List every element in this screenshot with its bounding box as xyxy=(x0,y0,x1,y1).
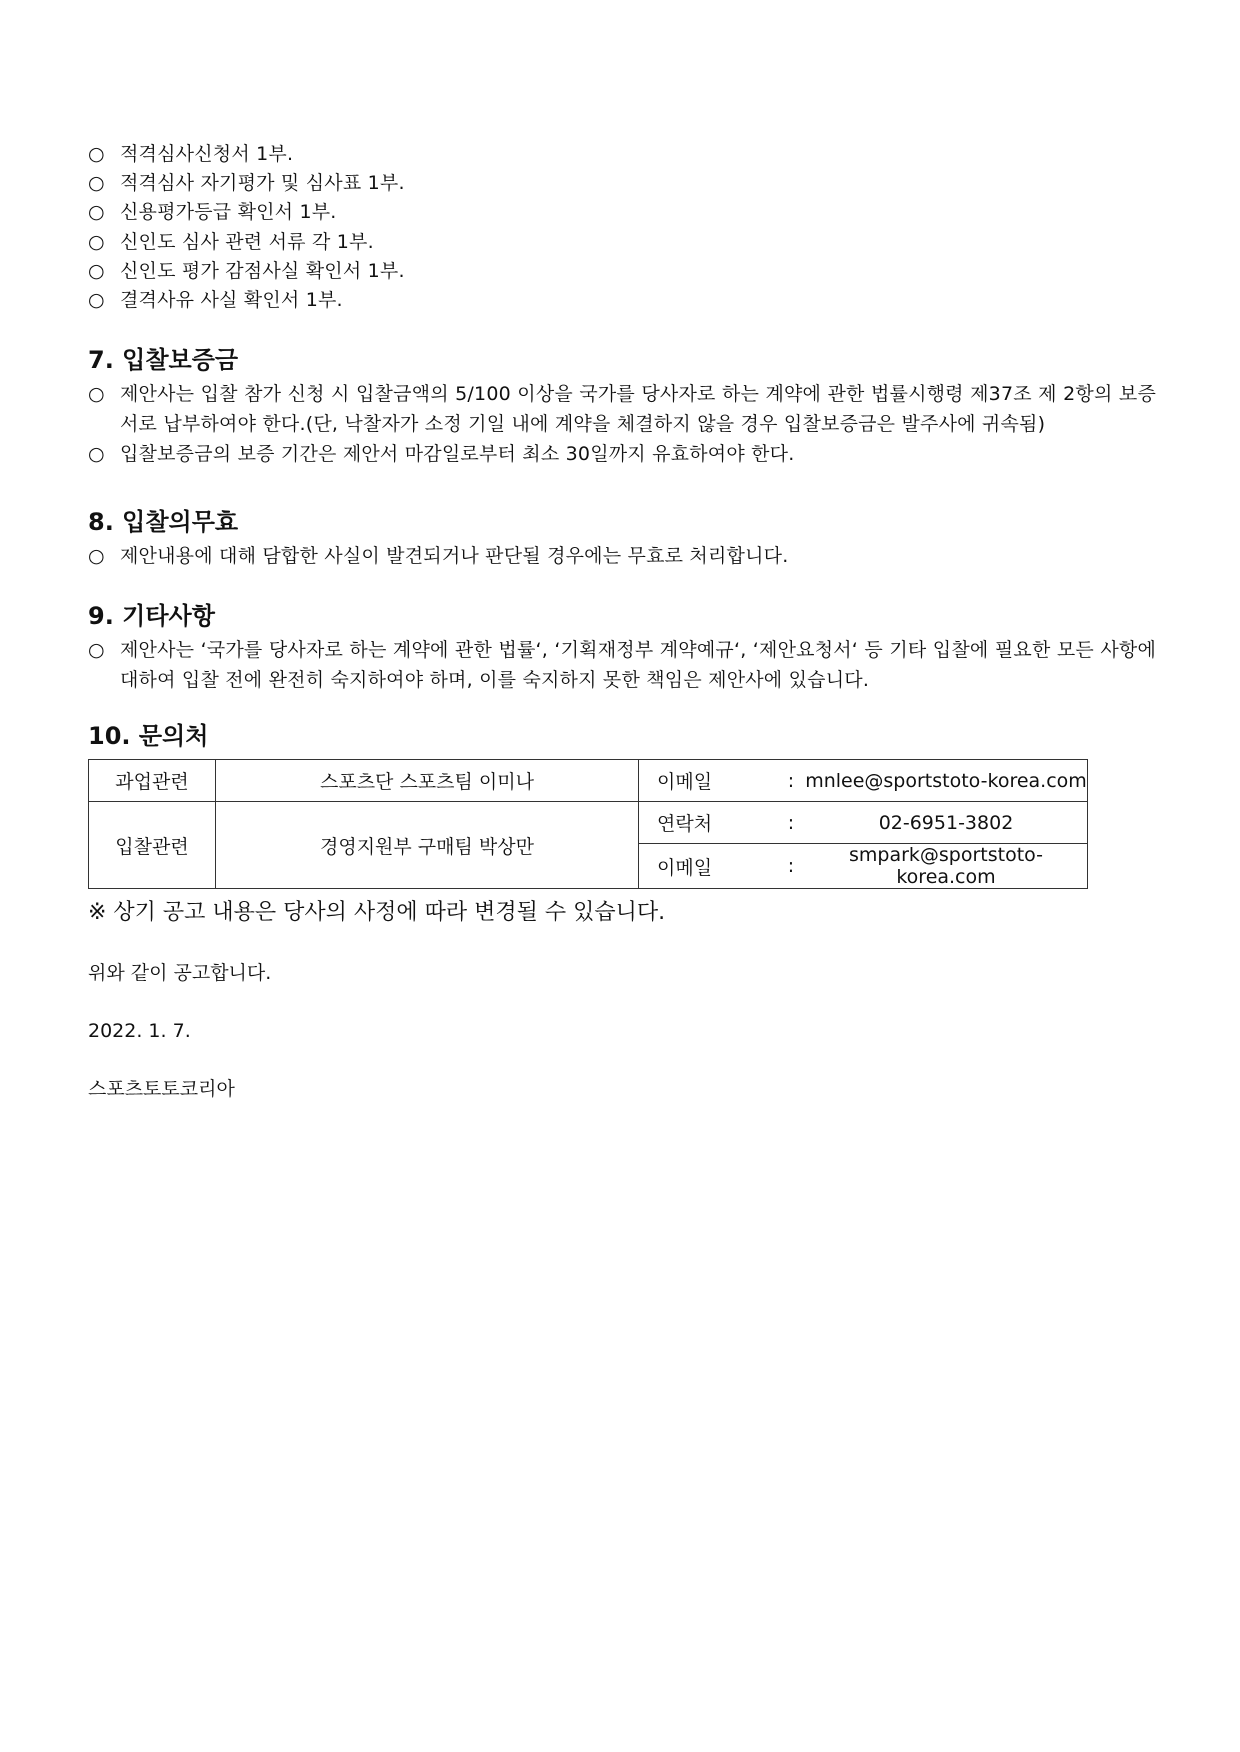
closing-statement: 위와 같이 공고합니다. xyxy=(88,962,272,985)
circle-bullet-icon: ○ xyxy=(88,639,105,662)
table-cell-contact-type: 이메일 xyxy=(639,844,778,889)
list-item: ○ 적격심사 자기평가 및 심사표 1부. xyxy=(88,169,1156,198)
table-cell-person: 경영지원부 구매팀 박상만 xyxy=(216,802,639,889)
organization-name: 스포츠토토코리아 xyxy=(88,1078,235,1101)
inquiry-table xyxy=(88,759,1088,889)
change-notice: ※ 상기 공고 내용은 당사의 사정에 따라 변경될 수 있습니다. xyxy=(88,900,666,926)
table-cell-colon: : xyxy=(777,760,805,802)
table-cell-contact-type: 연락처 xyxy=(639,802,778,844)
section-bid-invalidity xyxy=(88,505,1156,571)
table-cell-category: 과업관련 xyxy=(89,760,216,802)
section-title: 8. 입찰의무효 xyxy=(88,508,239,537)
circle-bullet-icon: ○ xyxy=(88,230,105,253)
email-link[interactable]: smpark@sportstoto-korea.com xyxy=(805,844,1088,889)
section-title: 10. 문의처 xyxy=(88,722,209,751)
list-item: ○ 제안사는 입찰 참가 신청 시 입찰금액의 5/100 이상을 국가를 당사자로 하는 계약에 관한 법률시행령 제37조 제 2항의 보증서로 납부하여야 한다.(단, 낙찰자가 소정 기일 내에 계약을 체결하지 않을 경우 입찰보증금은 발주사에 귀속됨) xyxy=(88,379,1156,439)
list-item: ○ 제안사는 ‘국가를 당사자로 하는 계약에 관한 법률‘, ‘기획재정부 계약예규‘, ‘제안요청서‘ 등 기타 입찰에 필요한 모든 사항에 대하여 입찰 전에 완전히 숙지하여야 하며, 이를 숙지하지 못한 책임은 제안사에 있습니다. xyxy=(88,635,1156,695)
table-cell-category: 입찰관련 xyxy=(89,802,216,889)
list-item: ○ 입찰보증금의 보증 기간은 제안서 마감일로부터 최소 30일까지 유효하여야 한다. xyxy=(88,439,1156,469)
required-documents-list xyxy=(88,140,1156,315)
circle-bullet-icon: ○ xyxy=(88,143,105,165)
table-row xyxy=(89,802,1088,844)
table-cell-colon: : xyxy=(777,802,805,844)
table-cell-contact-type: 이메일 xyxy=(639,760,778,802)
phone-number: 02-6951-3802 xyxy=(805,802,1088,844)
list-item: ○ 제안내용에 대해 담합한 사실이 발견되거나 판단될 경우에는 무효로 처리합니다. xyxy=(88,541,1156,571)
email-link[interactable]: mnlee@sportstoto-korea.com xyxy=(805,760,1088,802)
circle-bullet-icon: ○ xyxy=(88,259,105,282)
table-cell-person: 스포츠단 스포츠팀 이미나 xyxy=(216,760,639,802)
circle-bullet-icon: ○ xyxy=(88,443,105,466)
table-cell-colon: : xyxy=(777,844,805,889)
circle-bullet-icon: ○ xyxy=(88,289,105,312)
section-bid-bond xyxy=(88,343,1156,469)
section-other-matters xyxy=(88,599,1156,695)
section-title: 7. 입찰보증금 xyxy=(88,346,239,375)
document-page xyxy=(88,140,1156,1103)
list-item: ○ 신인도 평가 감점사실 확인서 1부. xyxy=(88,257,1156,286)
section-inquiries xyxy=(88,719,1156,889)
circle-bullet-icon: ○ xyxy=(88,383,105,406)
circle-bullet-icon: ○ xyxy=(88,172,105,195)
list-item: ○ 적격심사신청서 1부. xyxy=(88,140,1156,169)
circle-bullet-icon: ○ xyxy=(88,545,105,568)
list-item: ○ 신용평가등급 확인서 1부. xyxy=(88,198,1156,227)
table-row xyxy=(89,760,1088,802)
list-item: ○ 신인도 심사 관련 서류 각 1부. xyxy=(88,228,1156,257)
section-title: 9. 기타사항 xyxy=(88,602,215,631)
announcement-date: 2022. 1. 7. xyxy=(88,1020,191,1043)
circle-bullet-icon: ○ xyxy=(88,201,105,224)
list-item: ○ 결격사유 사실 확인서 1부. xyxy=(88,286,1156,315)
